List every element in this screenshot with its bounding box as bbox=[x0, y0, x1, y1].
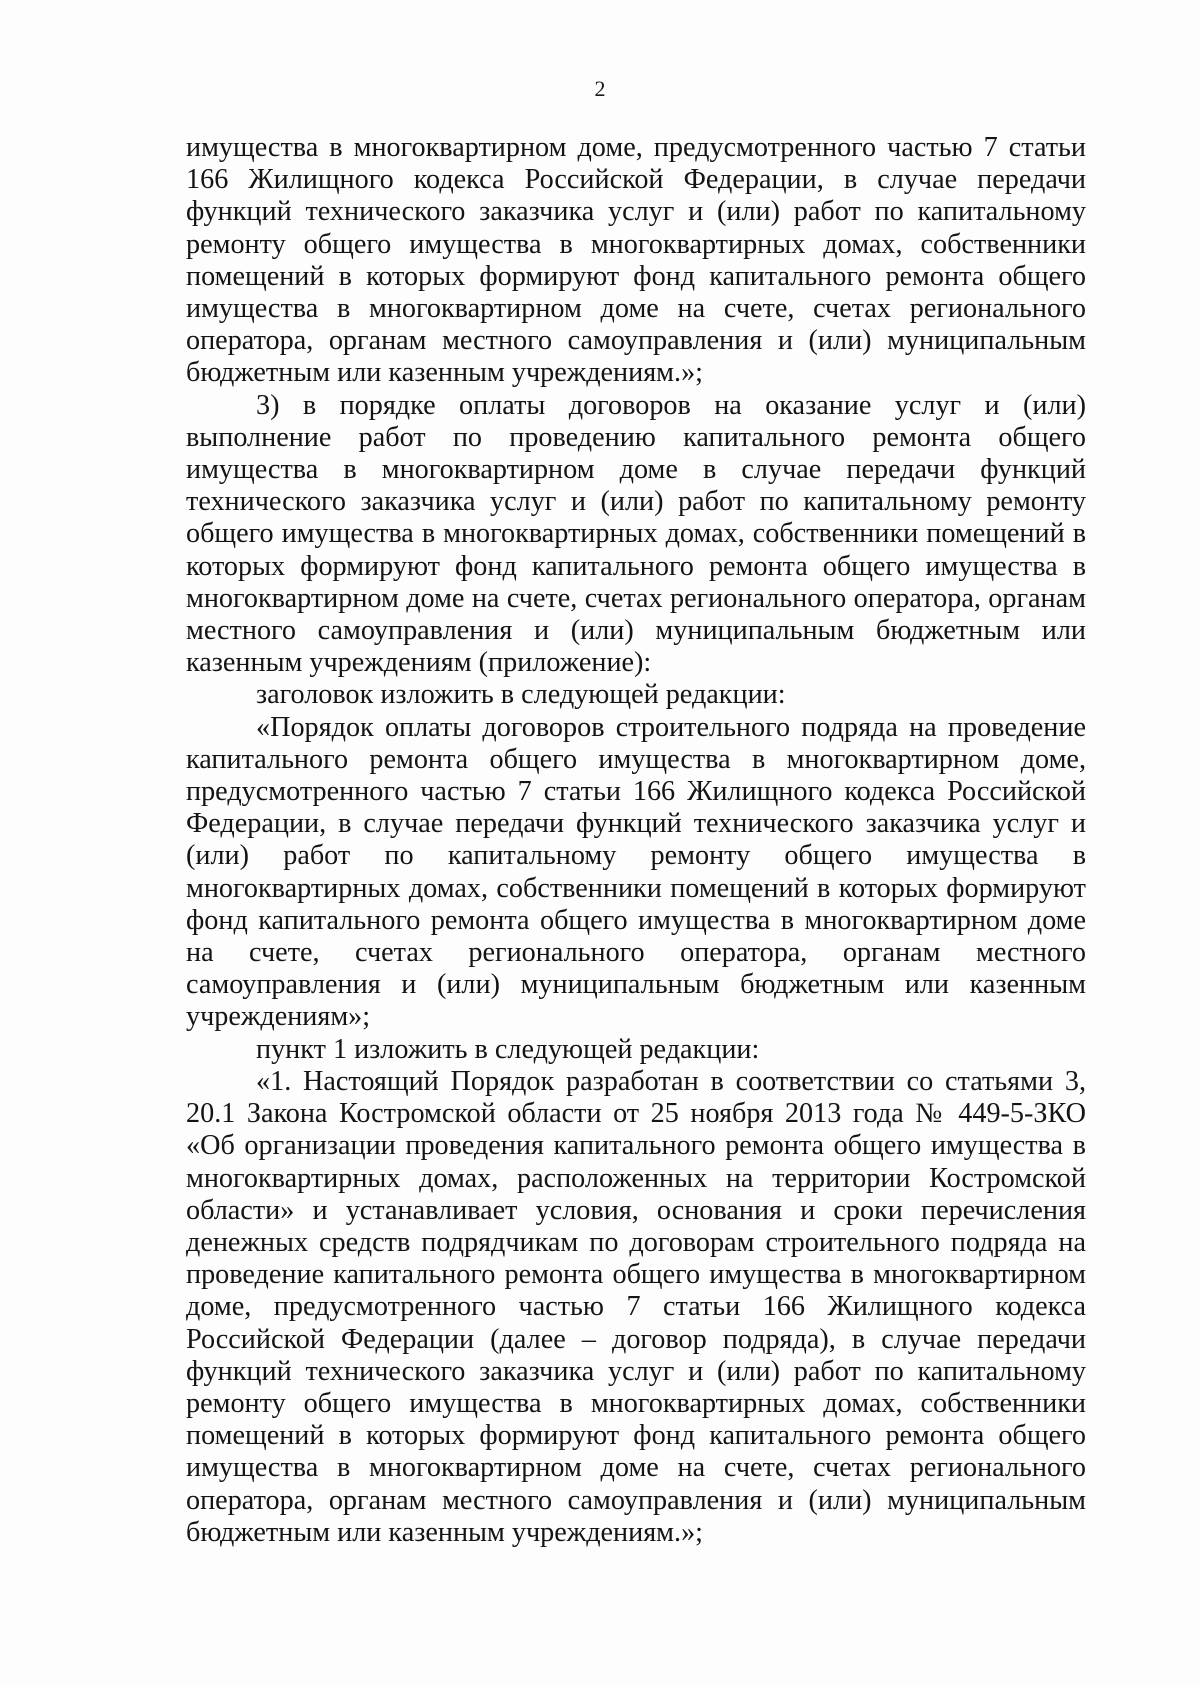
paragraph-continuation: имущества в многоквартирном доме, предусмотренного частью 7 статьи 166 Жилищного кодекса Российской Федерации, в случае передачи функций технического заказчика услуг и (или) работ по капитальному ремонту общего имущества в многоквартирных домах, собственники помещений в которых формируют фонд капитального ремонта общего имущества в многоквартирном доме на счете, счетах регионального оператора, органам местного самоуправления и (или) муниципальным бюджетным или казенным учреждениям.»; bbox=[186, 132, 1086, 389]
paragraph-item-3: 3) в порядке оплаты договоров на оказание услуг и (или) выполнение работ по проведению капитального ремонта общего имущества в многоквартирном доме в случае передачи функций технического заказчика услуг и (или) работ по капитальному ремонту общего имущества в многоквартирных домах, собственники помещений в которых формируют фонд капитального ремонта общего имущества в многоквартирном доме на счете, счетах регионального оператора, органам местного самоуправления и (или) муниципальным бюджетным или казенным учреждениям (приложение): bbox=[186, 389, 1086, 679]
paragraph-new-title: «Порядок оплаты договоров строительного подряда на проведение капитального ремонта общего имущества в многоквартирном доме, предусмотренного частью 7 статьи 166 Жилищного кодекса Российской Федерации, в случае передачи функций технического заказчика услуг и (или) работ по капитальному ремонту общего имущества в многоквартирных домах, собственники помещений в которых формируют фонд капитального ремонта общего имущества в многоквартирном доме на счете, счетах регионального оператора, органам местного самоуправления и (или) муниципальным бюджетным или казенным учреждениям»; bbox=[186, 711, 1086, 1033]
document-body bbox=[186, 132, 1086, 1549]
page-number: 2 bbox=[594, 76, 606, 101]
paragraph-point1-text: «1. Настоящий Порядок разработан в соответствии со статьями 3, 20.1 Закона Костромской области от 25 ноября 2013 года № 449-5-ЗКО «Об организации проведения капитального ремонта общего имущества в многоквартирных домах, расположенных на территории Костромской области» и устанавливает условия, основания и сроки перечисления денежных средств подрядчикам по договорам строительного подряда на проведение капитального ремонта общего имущества в многоквартирном доме, предусмотренного частью 7 статьи 166 Жилищного кодекса Российской Федерации (далее – договор подряда), в случае передачи функций технического заказчика услуг и (или) работ по капитальному ремонту общего имущества в многоквартирных домах, собственники помещений в которых формируют фонд капитального ремонта общего имущества в многоквартирном доме на счете, счетах регионального оператора, органам местного самоуправления и (или) муниципальным бюджетным или казенным учреждениям.»; bbox=[186, 1065, 1086, 1548]
paragraph-title-instruction: заголовок изложить в следующей редакции: bbox=[256, 679, 786, 711]
paragraph-point1-instruction: пункт 1 изложить в следующей редакции: bbox=[256, 1033, 760, 1065]
